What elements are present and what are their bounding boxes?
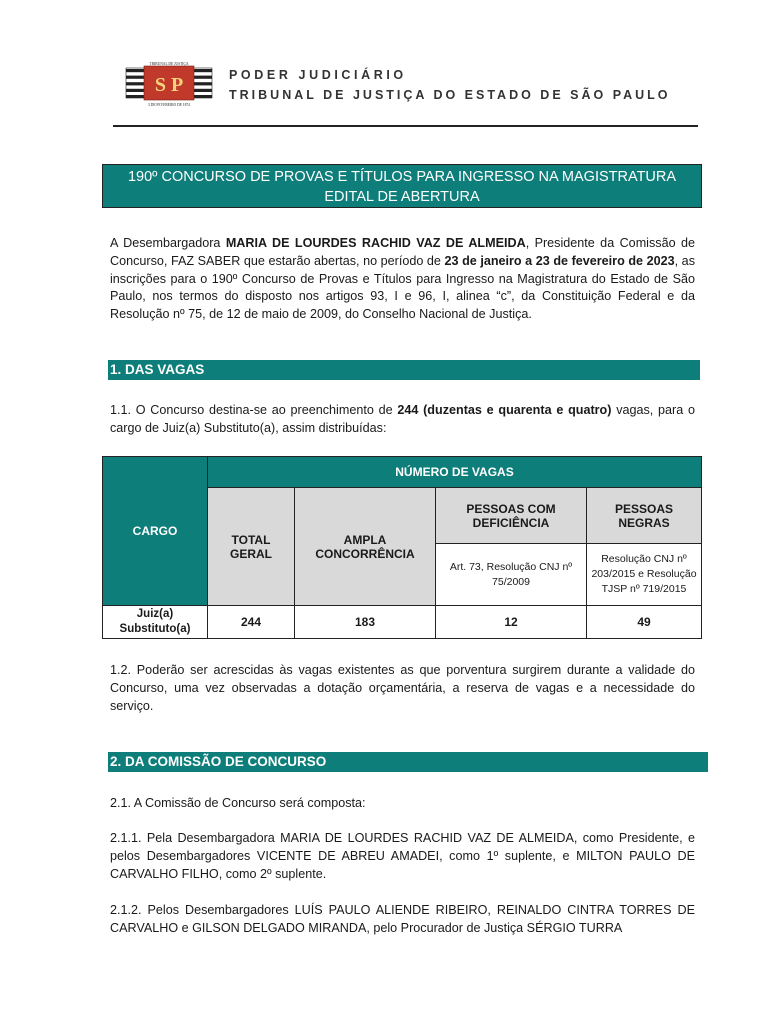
total-geral-header: TOTAL GERAL [208, 488, 295, 606]
section-2-heading: 2. DA COMISSÃO DE CONCURSO [108, 752, 708, 772]
title-line-1: 190º CONCURSO DE PROVAS E TÍTULOS PARA INGRESSO NA MAGISTRATURA [127, 169, 677, 185]
tjsp-logo [124, 60, 214, 108]
row-pcd: 12 [436, 606, 587, 639]
cargo-header: CARGO [103, 457, 208, 606]
header-poder-judiciario: PODER JUDICIÁRIO [229, 68, 407, 82]
negras-reference: Resolução CNJ nº 203/2015 e Resolução TJSP nº 719/2015 [587, 544, 702, 606]
row-negras: 49 [587, 606, 702, 639]
pcd-header: PESSOAS COM DEFICIÊNCIA [436, 488, 587, 544]
intro-paragraph: A Desembargadora MARIA DE LOURDES RACHID VAZ DE ALMEIDA, Presidente da Comissão de Concurso, FAZ SABER que estarão abertas, no período de 23 de janeiro a 23 de fevereiro de 2023, as inscrições para o 190º Concurso de Provas e Títulos para Ingresso na Magistratura do Estado de São Paulo, nos termos do disposto nos artigos 93, I e 96, I, alinea “c”, da Constituição Federal e da Resolução nº 75, de 12 de maio de 2009, do Conselho Nacional de Justiça. [110, 236, 695, 322]
header-divider [113, 125, 698, 127]
section-1-heading: 1. DAS VAGAS [108, 360, 700, 380]
header-tribunal: TRIBUNAL DE JUSTIÇA DO ESTADO DE SÃO PAULO [229, 88, 671, 102]
title-line-2: EDITAL DE ABERTURA [324, 189, 480, 205]
row-ampla: 183 [295, 606, 436, 639]
pcd-reference: Art. 73, Resolução CNJ nº 75/2009 [436, 544, 587, 606]
row-cargo: Juiz(a) Substituto(a) [103, 606, 208, 639]
presidente-name: MARIA DE LOURDES RACHID VAZ DE ALMEIDA [225, 236, 526, 250]
row-total-geral: 244 [208, 606, 295, 639]
logo-top-text: TRIBUNAL DE JUSTIÇA [149, 62, 189, 66]
ampla-concorrencia-header: AMPLA CONCORRÊNCIA [295, 488, 436, 606]
item-1-2: 1.2. Poderão ser acrescidas às vagas existentes as que porventura surgirem durante a validade do Concurso, uma vez observadas a dotação orçamentária, a reserva de vagas e a necessidade do serviço. [110, 663, 695, 713]
vagas-count: 244 (duzentas e quarenta e quatro) [397, 403, 612, 417]
logo-bottom-text: 3 DE FEVEREIRO DE 1874 [148, 103, 190, 107]
item-1-1: 1.1. O Concurso destina-se ao preenchimento de 244 (duzentas e quarenta e quatro) vagas, para o cargo de Juiz(a) Substituto(a), assim distribuídas: [110, 403, 696, 435]
item-2-1: 2.1. A Comissão de Concurso será composta: [110, 796, 366, 810]
item-2-1-1: 2.1.1. Pela Desembargadora MARIA DE LOURDES RACHID VAZ DE ALMEIDA, como Presidente, e pelos Desembargadores VICENTE DE ABREU AMADEI, como 1º suplente, e MILTON PAULO DE CARVALHO FILHO, como 2º suplente. [110, 831, 695, 881]
logo-letters: S P [154, 74, 184, 96]
pessoas-negras-header: PESSOAS NEGRAS [587, 488, 702, 544]
edital-title-box [102, 164, 702, 208]
item-2-1-2: 2.1.2. Pelos Desembargadores LUÍS PAULO ALIENDE RIBEIRO, REINALDO CINTRA TORRES DE CARVALHO e GILSON DELGADO MIRANDA, pelo Procurador de Justiça SÉRGIO TURRA [110, 903, 695, 935]
inscricoes-period: 23 de janeiro a 23 de fevereiro de 2023 [444, 253, 675, 268]
numero-vagas-header: NÚMERO DE VAGAS [208, 457, 702, 488]
vagas-table [102, 456, 702, 639]
